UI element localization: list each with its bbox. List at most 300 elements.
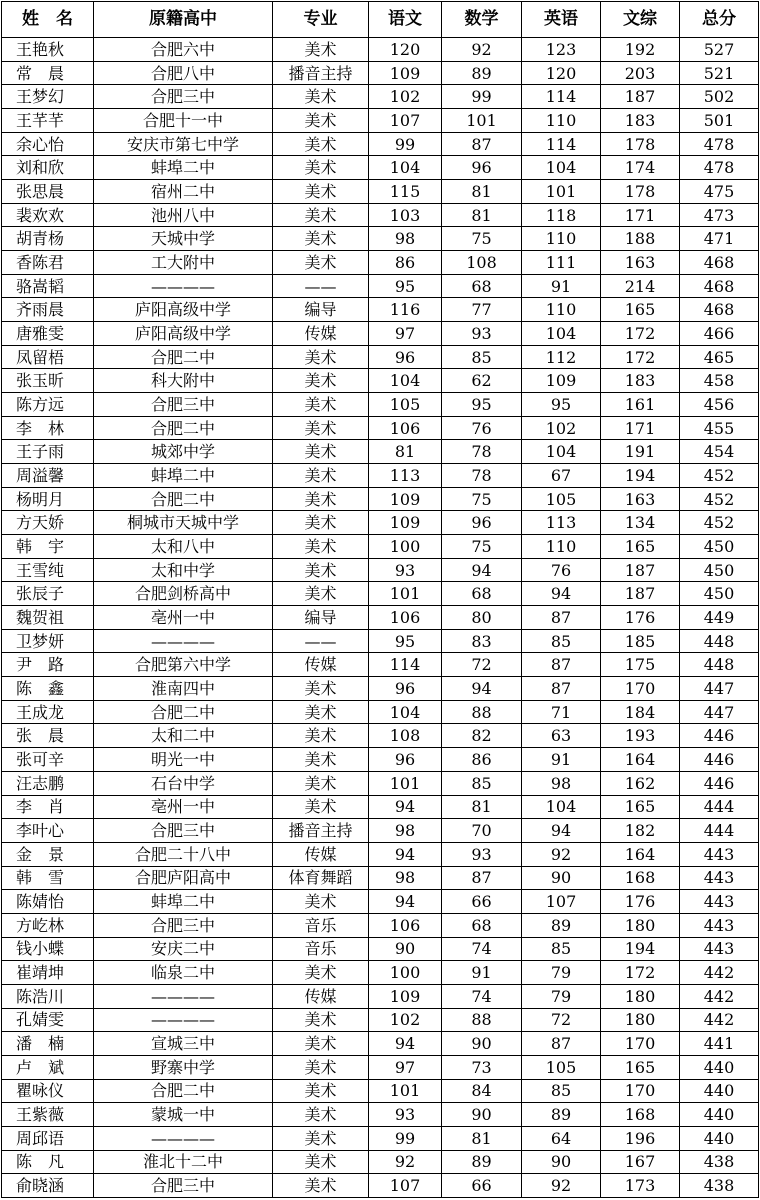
table-row [2,890,759,914]
cell-score-chinese: 98 [369,819,442,843]
cell-student-name: 陈 凡 [2,1150,94,1174]
cell-score-total: 502 [680,85,759,109]
cell-score-math: 73 [442,1055,522,1079]
cell-score-math: 72 [442,653,522,677]
cell-score-english: 63 [522,724,601,748]
cell-score-chinese: 86 [369,251,442,275]
header-school: 原籍高中 [94,2,273,38]
cell-score-liberal-arts: 170 [601,1032,680,1056]
cell-score-chinese: 104 [369,700,442,724]
cell-score-liberal-arts: 176 [601,606,680,630]
cell-school: ———— [94,274,273,298]
cell-score-liberal-arts: 180 [601,913,680,937]
cell-score-chinese: 93 [369,558,442,582]
cell-student-name: 李 林 [2,416,94,440]
cell-score-total: 452 [680,464,759,488]
table-row [2,440,759,464]
cell-school: ———— [94,1008,273,1032]
cell-score-math: 99 [442,85,522,109]
cell-major: 传媒 [273,322,369,346]
cell-school: 明光一中 [94,748,273,772]
cell-score-total: 473 [680,203,759,227]
cell-score-total: 443 [680,890,759,914]
table-row [2,1008,759,1032]
cell-score-total: 449 [680,606,759,630]
cell-score-total: 438 [680,1150,759,1174]
cell-major: 美术 [273,1055,369,1079]
cell-score-total: 450 [680,582,759,606]
cell-score-chinese: 107 [369,109,442,133]
cell-score-liberal-arts: 171 [601,416,680,440]
cell-score-liberal-arts: 165 [601,795,680,819]
cell-score-total: 442 [680,1008,759,1032]
cell-score-english: 90 [522,866,601,890]
table-row [2,156,759,180]
cell-school: 合肥六中 [94,38,273,62]
table-row [2,913,759,937]
cell-score-english: 120 [522,61,601,85]
cell-score-math: 91 [442,961,522,985]
cell-student-name: 胡青杨 [2,227,94,251]
cell-score-total: 527 [680,38,759,62]
cell-school: 亳州一中 [94,795,273,819]
cell-major: 美术 [273,416,369,440]
cell-score-total: 447 [680,677,759,701]
cell-score-english: 76 [522,558,601,582]
cell-score-english: 92 [522,842,601,866]
cell-major: 编导 [273,298,369,322]
cell-score-total: 446 [680,748,759,772]
cell-student-name: 孔婧雯 [2,1008,94,1032]
cell-score-chinese: 115 [369,180,442,204]
cell-score-total: 447 [680,700,759,724]
cell-score-liberal-arts: 164 [601,748,680,772]
cell-student-name: 瞿咏仪 [2,1079,94,1103]
cell-school: 合肥剑桥高中 [94,582,273,606]
cell-score-liberal-arts: 188 [601,227,680,251]
cell-score-total: 446 [680,771,759,795]
cell-score-liberal-arts: 164 [601,842,680,866]
cell-major: 美术 [273,180,369,204]
cell-score-math: 88 [442,700,522,724]
cell-school: 桐城市天城中学 [94,511,273,535]
cell-score-liberal-arts: 175 [601,653,680,677]
cell-score-chinese: 99 [369,132,442,156]
cell-score-liberal-arts: 176 [601,890,680,914]
cell-score-liberal-arts: 170 [601,1079,680,1103]
cell-score-liberal-arts: 165 [601,1055,680,1079]
cell-score-english: 105 [522,1055,601,1079]
cell-score-math: 84 [442,1079,522,1103]
cell-student-name: 王子雨 [2,440,94,464]
cell-score-english: 92 [522,1174,601,1198]
cell-score-math: 66 [442,890,522,914]
cell-major: 美术 [273,132,369,156]
cell-score-english: 71 [522,700,601,724]
cell-score-math: 87 [442,866,522,890]
cell-student-name: 刘和欣 [2,156,94,180]
cell-major: 美术 [273,1150,369,1174]
cell-score-total: 444 [680,795,759,819]
cell-major: 美术 [273,345,369,369]
cell-score-english: 105 [522,487,601,511]
cell-score-math: 92 [442,38,522,62]
cell-student-name: 张玉昕 [2,369,94,393]
cell-score-chinese: 90 [369,937,442,961]
table-header-row [2,2,759,38]
table-row [2,298,759,322]
cell-score-chinese: 96 [369,345,442,369]
cell-score-math: 81 [442,203,522,227]
cell-score-liberal-arts: 163 [601,487,680,511]
cell-school: 太和中学 [94,558,273,582]
cell-score-total: 444 [680,819,759,843]
table-row [2,203,759,227]
cell-score-math: 88 [442,1008,522,1032]
cell-score-liberal-arts: 187 [601,558,680,582]
cell-score-chinese: 97 [369,322,442,346]
cell-score-english: 110 [522,227,601,251]
cell-score-math: 81 [442,180,522,204]
cell-score-math: 96 [442,156,522,180]
cell-score-liberal-arts: 172 [601,345,680,369]
cell-school: 亳州一中 [94,606,273,630]
cell-score-math: 81 [442,795,522,819]
cell-major: 播音主持 [273,61,369,85]
cell-score-english: 111 [522,251,601,275]
table-row [2,795,759,819]
table-row [2,416,759,440]
cell-score-total: 521 [680,61,759,85]
cell-score-english: 104 [522,795,601,819]
cell-score-total: 440 [680,1079,759,1103]
cell-score-math: 75 [442,487,522,511]
cell-score-math: 93 [442,842,522,866]
cell-major: 美术 [273,511,369,535]
cell-major: 美术 [273,771,369,795]
cell-student-name: 王成龙 [2,700,94,724]
table-row [2,345,759,369]
table-row [2,1032,759,1056]
cell-major: 美术 [273,1174,369,1198]
cell-student-name: 常 晨 [2,61,94,85]
cell-score-english: 102 [522,416,601,440]
cell-score-total: 450 [680,535,759,559]
cell-student-name: 卫梦妍 [2,629,94,653]
cell-score-total: 458 [680,369,759,393]
cell-score-english: 67 [522,464,601,488]
cell-school: 蚌埠二中 [94,464,273,488]
cell-score-chinese: 94 [369,795,442,819]
cell-student-name: 王雪纯 [2,558,94,582]
cell-school: 安庆市第七中学 [94,132,273,156]
cell-score-english: 114 [522,85,601,109]
cell-score-math: 86 [442,748,522,772]
cell-score-chinese: 100 [369,961,442,985]
cell-score-total: 452 [680,487,759,511]
cell-score-liberal-arts: 161 [601,393,680,417]
cell-score-liberal-arts: 167 [601,1150,680,1174]
cell-school: 太和八中 [94,535,273,559]
cell-school: 石台中学 [94,771,273,795]
cell-score-chinese: 109 [369,511,442,535]
cell-student-name: 潘 楠 [2,1032,94,1056]
cell-major: 美术 [273,535,369,559]
cell-school: 工大附中 [94,251,273,275]
table-row [2,180,759,204]
cell-score-math: 85 [442,771,522,795]
table-row [2,629,759,653]
cell-school: 合肥二中 [94,345,273,369]
cell-student-name: 周邱语 [2,1126,94,1150]
cell-score-chinese: 105 [369,393,442,417]
cell-score-english: 101 [522,180,601,204]
cell-school: 合肥庐阳高中 [94,866,273,890]
cell-score-total: 478 [680,132,759,156]
cell-score-chinese: 104 [369,369,442,393]
cell-score-liberal-arts: 162 [601,771,680,795]
cell-major: 美术 [273,156,369,180]
cell-score-chinese: 106 [369,416,442,440]
cell-score-english: 110 [522,535,601,559]
cell-score-liberal-arts: 193 [601,724,680,748]
cell-score-math: 77 [442,298,522,322]
cell-student-name: 杨明月 [2,487,94,511]
cell-score-chinese: 103 [369,203,442,227]
cell-student-name: 陈方远 [2,393,94,417]
table-row [2,842,759,866]
cell-school: 科大附中 [94,369,273,393]
table-row [2,38,759,62]
table-row [2,369,759,393]
cell-score-liberal-arts: 180 [601,1008,680,1032]
cell-major: 美术 [273,748,369,772]
cell-score-liberal-arts: 134 [601,511,680,535]
cell-student-name: 方屹林 [2,913,94,937]
cell-score-chinese: 94 [369,842,442,866]
cell-score-total: 440 [680,1103,759,1127]
cell-score-total: 468 [680,274,759,298]
cell-student-name: 钱小蝶 [2,937,94,961]
table-row [2,582,759,606]
table-row [2,819,759,843]
cell-score-english: 104 [522,440,601,464]
cell-major: 美术 [273,38,369,62]
cell-score-total: 446 [680,724,759,748]
cell-major: 美术 [273,251,369,275]
cell-score-math: 78 [442,440,522,464]
cell-school: 合肥二中 [94,700,273,724]
cell-score-math: 68 [442,582,522,606]
table-row [2,748,759,772]
cell-student-name: 俞晓涵 [2,1174,94,1198]
cell-score-chinese: 94 [369,1032,442,1056]
cell-score-liberal-arts: 165 [601,298,680,322]
cell-score-chinese: 101 [369,771,442,795]
cell-major: 美术 [273,1032,369,1056]
cell-student-name: 方天娇 [2,511,94,535]
cell-student-name: 王艳秋 [2,38,94,62]
cell-school: 太和二中 [94,724,273,748]
cell-score-liberal-arts: 185 [601,629,680,653]
table-row [2,251,759,275]
cell-score-english: 94 [522,819,601,843]
cell-student-name: 韩 雪 [2,866,94,890]
cell-student-name: 尹 路 [2,653,94,677]
cell-school: 合肥二中 [94,1079,273,1103]
cell-score-total: 440 [680,1055,759,1079]
cell-score-english: 72 [522,1008,601,1032]
cell-score-math: 82 [442,724,522,748]
cell-score-chinese: 95 [369,629,442,653]
cell-major: 美术 [273,795,369,819]
cell-score-total: 450 [680,558,759,582]
cell-major: 美术 [273,109,369,133]
cell-score-english: 64 [522,1126,601,1150]
cell-school: 合肥八中 [94,61,273,85]
cell-score-math: 68 [442,274,522,298]
cell-score-chinese: 109 [369,487,442,511]
cell-score-english: 123 [522,38,601,62]
cell-score-liberal-arts: 180 [601,984,680,1008]
cell-student-name: 王紫薇 [2,1103,94,1127]
cell-score-chinese: 96 [369,677,442,701]
cell-score-math: 81 [442,1126,522,1150]
table-row [2,1079,759,1103]
cell-school: 合肥三中 [94,393,273,417]
cell-major: —— [273,629,369,653]
cell-score-math: 80 [442,606,522,630]
cell-major: 美术 [273,677,369,701]
header-name: 姓 名 [2,2,94,38]
cell-school: 合肥三中 [94,85,273,109]
cell-score-math: 96 [442,511,522,535]
cell-school: 合肥第六中学 [94,653,273,677]
cell-score-chinese: 98 [369,866,442,890]
header-major: 专业 [273,2,369,38]
cell-score-liberal-arts: 168 [601,866,680,890]
cell-major: 美术 [273,1008,369,1032]
cell-major: 美术 [273,203,369,227]
cell-score-english: 87 [522,653,601,677]
cell-score-chinese: 116 [369,298,442,322]
cell-major: 美术 [273,1103,369,1127]
cell-score-english: 118 [522,203,601,227]
score-table [1,1,759,1198]
cell-score-chinese: 98 [369,227,442,251]
cell-score-total: 448 [680,653,759,677]
cell-score-math: 75 [442,535,522,559]
cell-major: 美术 [273,393,369,417]
cell-score-chinese: 109 [369,61,442,85]
cell-school: 合肥二十八中 [94,842,273,866]
table-row [2,677,759,701]
cell-score-liberal-arts: 174 [601,156,680,180]
header-english: 英语 [522,2,601,38]
cell-score-math: 74 [442,937,522,961]
cell-score-total: 468 [680,251,759,275]
cell-school: 合肥三中 [94,1174,273,1198]
cell-score-math: 75 [442,227,522,251]
cell-score-chinese: 101 [369,582,442,606]
cell-score-chinese: 94 [369,890,442,914]
cell-school: ———— [94,984,273,1008]
cell-score-liberal-arts: 203 [601,61,680,85]
cell-score-english: 79 [522,961,601,985]
cell-score-english: 107 [522,890,601,914]
cell-score-math: 90 [442,1103,522,1127]
cell-score-liberal-arts: 187 [601,582,680,606]
cell-major: 美术 [273,440,369,464]
table-row [2,227,759,251]
cell-score-math: 108 [442,251,522,275]
cell-score-english: 113 [522,511,601,535]
cell-score-math: 70 [442,819,522,843]
cell-student-name: 张辰子 [2,582,94,606]
cell-score-chinese: 120 [369,38,442,62]
cell-score-chinese: 106 [369,913,442,937]
cell-major: 播音主持 [273,819,369,843]
cell-score-total: 475 [680,180,759,204]
cell-score-liberal-arts: 178 [601,180,680,204]
cell-score-math: 76 [442,416,522,440]
cell-major: 音乐 [273,913,369,937]
cell-score-total: 454 [680,440,759,464]
table-row [2,393,759,417]
table-row [2,961,759,985]
table-row [2,132,759,156]
cell-school: 安庆二中 [94,937,273,961]
table-row [2,1126,759,1150]
cell-student-name: 张 晨 [2,724,94,748]
cell-score-math: 94 [442,558,522,582]
cell-student-name: 魏贺祖 [2,606,94,630]
cell-score-chinese: 96 [369,748,442,772]
cell-score-chinese: 109 [369,984,442,1008]
cell-score-math: 87 [442,132,522,156]
cell-score-liberal-arts: 171 [601,203,680,227]
cell-student-name: 陈婧怡 [2,890,94,914]
cell-school: 蚌埠二中 [94,156,273,180]
cell-major: 传媒 [273,653,369,677]
cell-school: 城郊中学 [94,440,273,464]
cell-school: ———— [94,1126,273,1150]
cell-score-math: 101 [442,109,522,133]
cell-score-total: 455 [680,416,759,440]
cell-score-english: 90 [522,1150,601,1174]
cell-student-name: 汪志鹏 [2,771,94,795]
cell-score-english: 109 [522,369,601,393]
cell-major: 音乐 [273,937,369,961]
cell-score-liberal-arts: 178 [601,132,680,156]
cell-major: 美术 [273,85,369,109]
cell-school: 临泉二中 [94,961,273,985]
table-row [2,274,759,298]
cell-school: ———— [94,629,273,653]
cell-score-total: 442 [680,984,759,1008]
cell-score-total: 471 [680,227,759,251]
cell-score-total: 478 [680,156,759,180]
cell-major: 体育舞蹈 [273,866,369,890]
cell-score-math: 94 [442,677,522,701]
cell-school: 宿州二中 [94,180,273,204]
cell-major: 美术 [273,1126,369,1150]
cell-major: 美术 [273,700,369,724]
cell-student-name: 周溢馨 [2,464,94,488]
cell-score-math: 68 [442,913,522,937]
cell-student-name: 韩 宇 [2,535,94,559]
cell-score-liberal-arts: 168 [601,1103,680,1127]
